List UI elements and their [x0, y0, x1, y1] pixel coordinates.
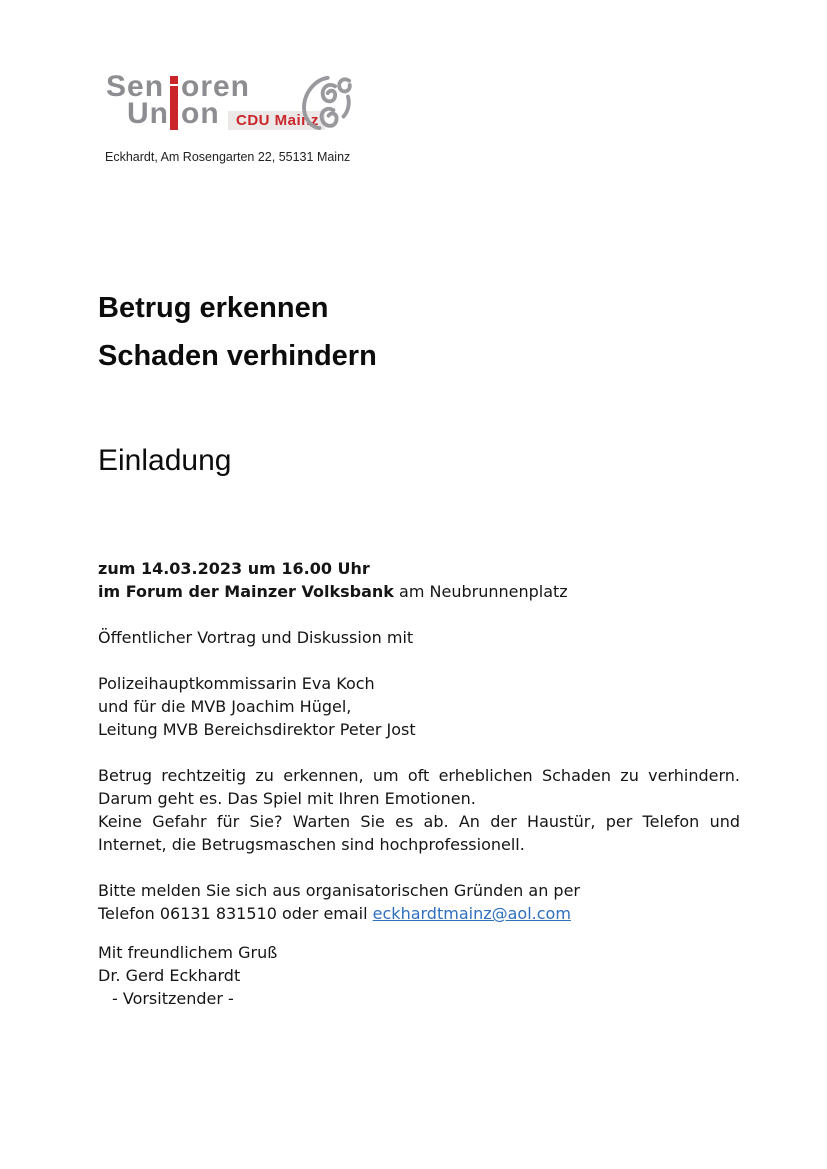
sketch-figure-emblem-icon: [300, 66, 360, 149]
body-paragraph-line: Darum geht es. Das Spiel mit Ihren Emotionen.: [98, 789, 476, 808]
speaker-line: und für die MVB Joachim Hügel,: [98, 697, 352, 716]
speaker-line: Leitung MVB Bereichsdirektor Peter Jost: [98, 720, 416, 739]
event-location-rest: am Neubrunnenplatz: [393, 582, 568, 601]
logo-word-oren: oren: [181, 70, 251, 103]
event-datetime: zum 14.03.2023 um 16.00 Uhr: [98, 559, 370, 578]
logo-word-on: on: [181, 97, 220, 130]
rsvp-line: Bitte melden Sie sich aus organisatorischen Gründen an per: [98, 881, 580, 900]
event-location-venue: im Forum der Mainzer Volksbank: [98, 582, 394, 601]
event-intro: [98, 626, 740, 649]
headline-line2: Schaden verhindern: [98, 340, 377, 372]
signature-role: - Vorsitzender -: [112, 989, 234, 1008]
rsvp-paragraph: [98, 879, 740, 925]
event-details: [98, 557, 740, 603]
body-paragraph-line: Betrug rechtzeitig zu erkennen, um oft erheblichen Schaden zu verhindern.: [98, 766, 740, 785]
logo-word-sen: Sen: [106, 70, 165, 103]
sender-address-line: Eckhardt, Am Rosengarten 22, 55131 Mainz: [105, 150, 351, 164]
headline-line1: Betrug erkennen: [98, 292, 329, 324]
logo-i-bar: [170, 86, 178, 130]
rsvp-contact-prefix: Telefon 06131 831510 oder email: [98, 904, 373, 923]
headline: [98, 284, 377, 380]
logo-i-dot: [170, 76, 178, 84]
letter-body: [98, 557, 740, 1010]
closing-block: [98, 941, 740, 1010]
speakers-list: [98, 672, 740, 741]
cdu-mainz-badge: CDU Mainz: [228, 111, 325, 130]
signature-name: Dr. Gerd Eckhardt: [98, 966, 241, 985]
event-intro-line: Öffentlicher Vortrag und Diskussion mit: [98, 628, 414, 647]
main-paragraph: [98, 764, 740, 856]
invitation-title: Einladung: [98, 444, 232, 477]
event-location: [98, 580, 740, 603]
body-paragraph-line: Keine Gefahr für Sie? Warten Sie es ab. An der Haustür, per Telefon und: [98, 812, 740, 831]
org-logo: [106, 72, 376, 152]
speaker-line: Polizeihauptkommissarin Eva Koch: [98, 674, 375, 693]
closing-greeting: Mit freundlichem Gruß: [98, 943, 278, 962]
body-paragraph-line: Internet, die Betrugsmaschen sind hochprofessionell.: [98, 835, 525, 854]
rsvp-line: [98, 902, 740, 925]
email-link[interactable]: eckhardtmainz@aol.com: [372, 904, 571, 923]
logo-word-un: Un: [127, 97, 169, 130]
